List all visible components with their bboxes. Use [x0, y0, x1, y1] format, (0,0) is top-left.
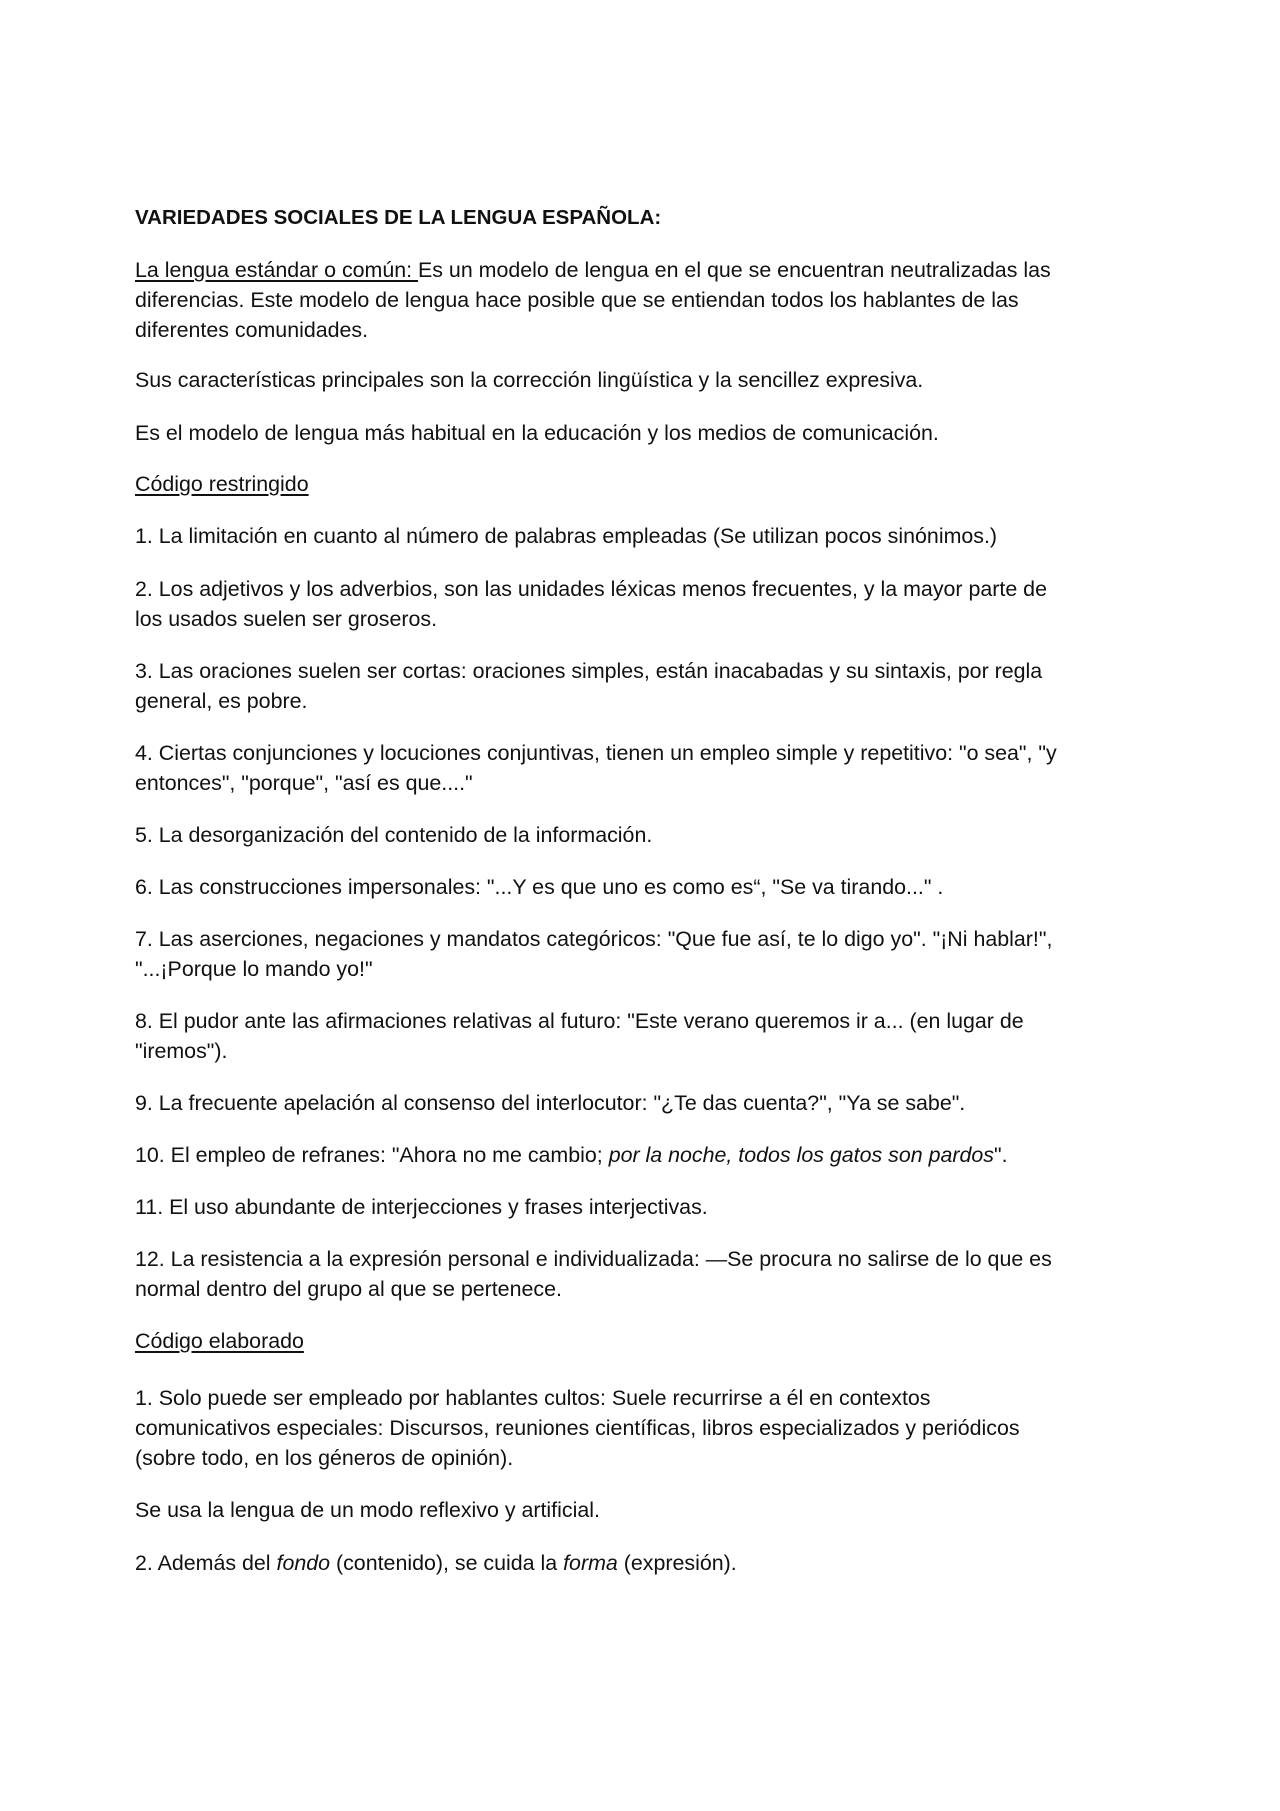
restricted-item-10: 10. El empleo de refranes: "Ahora no me cambio; por la noche, todos los gatos son pardos". [135, 1143, 1008, 1167]
forma-italic: forma [563, 1551, 618, 1575]
restricted-item-7-line-2: "...¡Porque lo mando yo!" [135, 957, 373, 981]
restricted-item-12-line-2: normal dentro del grupo al que se pertenece. [135, 1277, 562, 1301]
restricted-item-9: 9. La frecuente apelación al consenso del interlocutor: "¿Te das cuenta?", "Ya se sabe". [135, 1091, 966, 1115]
standard-heading: La lengua estándar o común: [135, 258, 419, 282]
elaborated-item-2: 2. Además del fondo (contenido), se cuida la forma (expresión). [135, 1551, 737, 1575]
restricted-item-1: 1. La limitación en cuanto al número de palabras empleadas (Se utilizan pocos sinónimos.) [135, 524, 998, 548]
restricted-item-8-line-2: "iremos"). [135, 1039, 228, 1063]
restricted-item-3-line-2: general, es pobre. [135, 689, 308, 713]
elaborated-heading: Código elaborado [135, 1329, 304, 1353]
standard-paragraph-line-1: La lengua estándar o común: Es un modelo de lengua en el que se encuentran neutralizadas las [135, 258, 1051, 282]
standard-characteristics: Sus características principales son la corrección lingüística y la sencillez expresiva. [135, 368, 924, 392]
restricted-heading: Código restringido [135, 472, 309, 496]
restricted-item-5: 5. La desorganización del contenido de la información. [135, 823, 653, 847]
restricted-item-4-line-2: entonces", "porque", "así es que...." [135, 771, 473, 795]
elaborated-note: Se usa la lengua de un modo reflexivo y artificial. [135, 1498, 600, 1522]
elaborated-item-1-line-1: 1. Solo puede ser empleado por hablantes cultos: Suele recurrirse a él en contextos [135, 1386, 931, 1410]
elaborated-item-1-line-2: comunicativos especiales: Discursos, reuniones científicas, libros especializados y periódicos [135, 1416, 1020, 1440]
restricted-item-4-line-1: 4. Ciertas conjunciones y locuciones conjuntivas, tienen un empleo simple y repetitivo: "o sea", "y [135, 741, 1057, 765]
document-title: VARIEDADES SOCIALES DE LA LENGUA ESPAÑOLA: [135, 206, 662, 229]
restricted-item-7-line-1: 7. Las aserciones, negaciones y mandatos categóricos: "Que fue así, te lo digo yo". "¡Ni hablar!", [135, 927, 1053, 951]
restricted-item-3-line-1: 3. Las oraciones suelen ser cortas: oraciones simples, están inacabadas y su sintaxis, por regla [135, 659, 1043, 683]
standard-paragraph-line-3: diferentes comunidades. [135, 318, 369, 342]
restricted-item-8-line-1: 8. El pudor ante las afirmaciones relativas al futuro: "Este verano queremos ir a... (en lugar de [135, 1009, 1024, 1033]
restricted-item-6: 6. Las construcciones impersonales: "...Y es que uno es como es“, "Se va tirando..." . [135, 875, 944, 899]
restricted-item-2-line-2: los usados suelen ser groseros. [135, 607, 438, 631]
restricted-item-11: 11. El uso abundante de interjecciones y frases interjectivas. [135, 1195, 708, 1219]
restricted-item-12-line-1: 12. La resistencia a la expresión personal e individualizada: —Se procura no salirse de lo que es [135, 1247, 1052, 1271]
elaborated-item-1-line-3: (sobre todo, en los géneros de opinión). [135, 1446, 514, 1470]
fondo-italic: fondo [276, 1551, 331, 1575]
restricted-item-2-line-1: 2. Los adjetivos y los adverbios, son las unidades léxicas menos frecuentes, y la mayor parte de [135, 577, 1047, 601]
standard-paragraph-line-2: diferencias. Este modelo de lengua hace posible que se entiendan todos los hablantes de las [135, 288, 1019, 312]
standard-usage: Es el modelo de lengua más habitual en la educación y los medios de comunicación. [135, 421, 939, 445]
proverb-italic: por la noche, todos los gatos son pardos [608, 1143, 994, 1167]
